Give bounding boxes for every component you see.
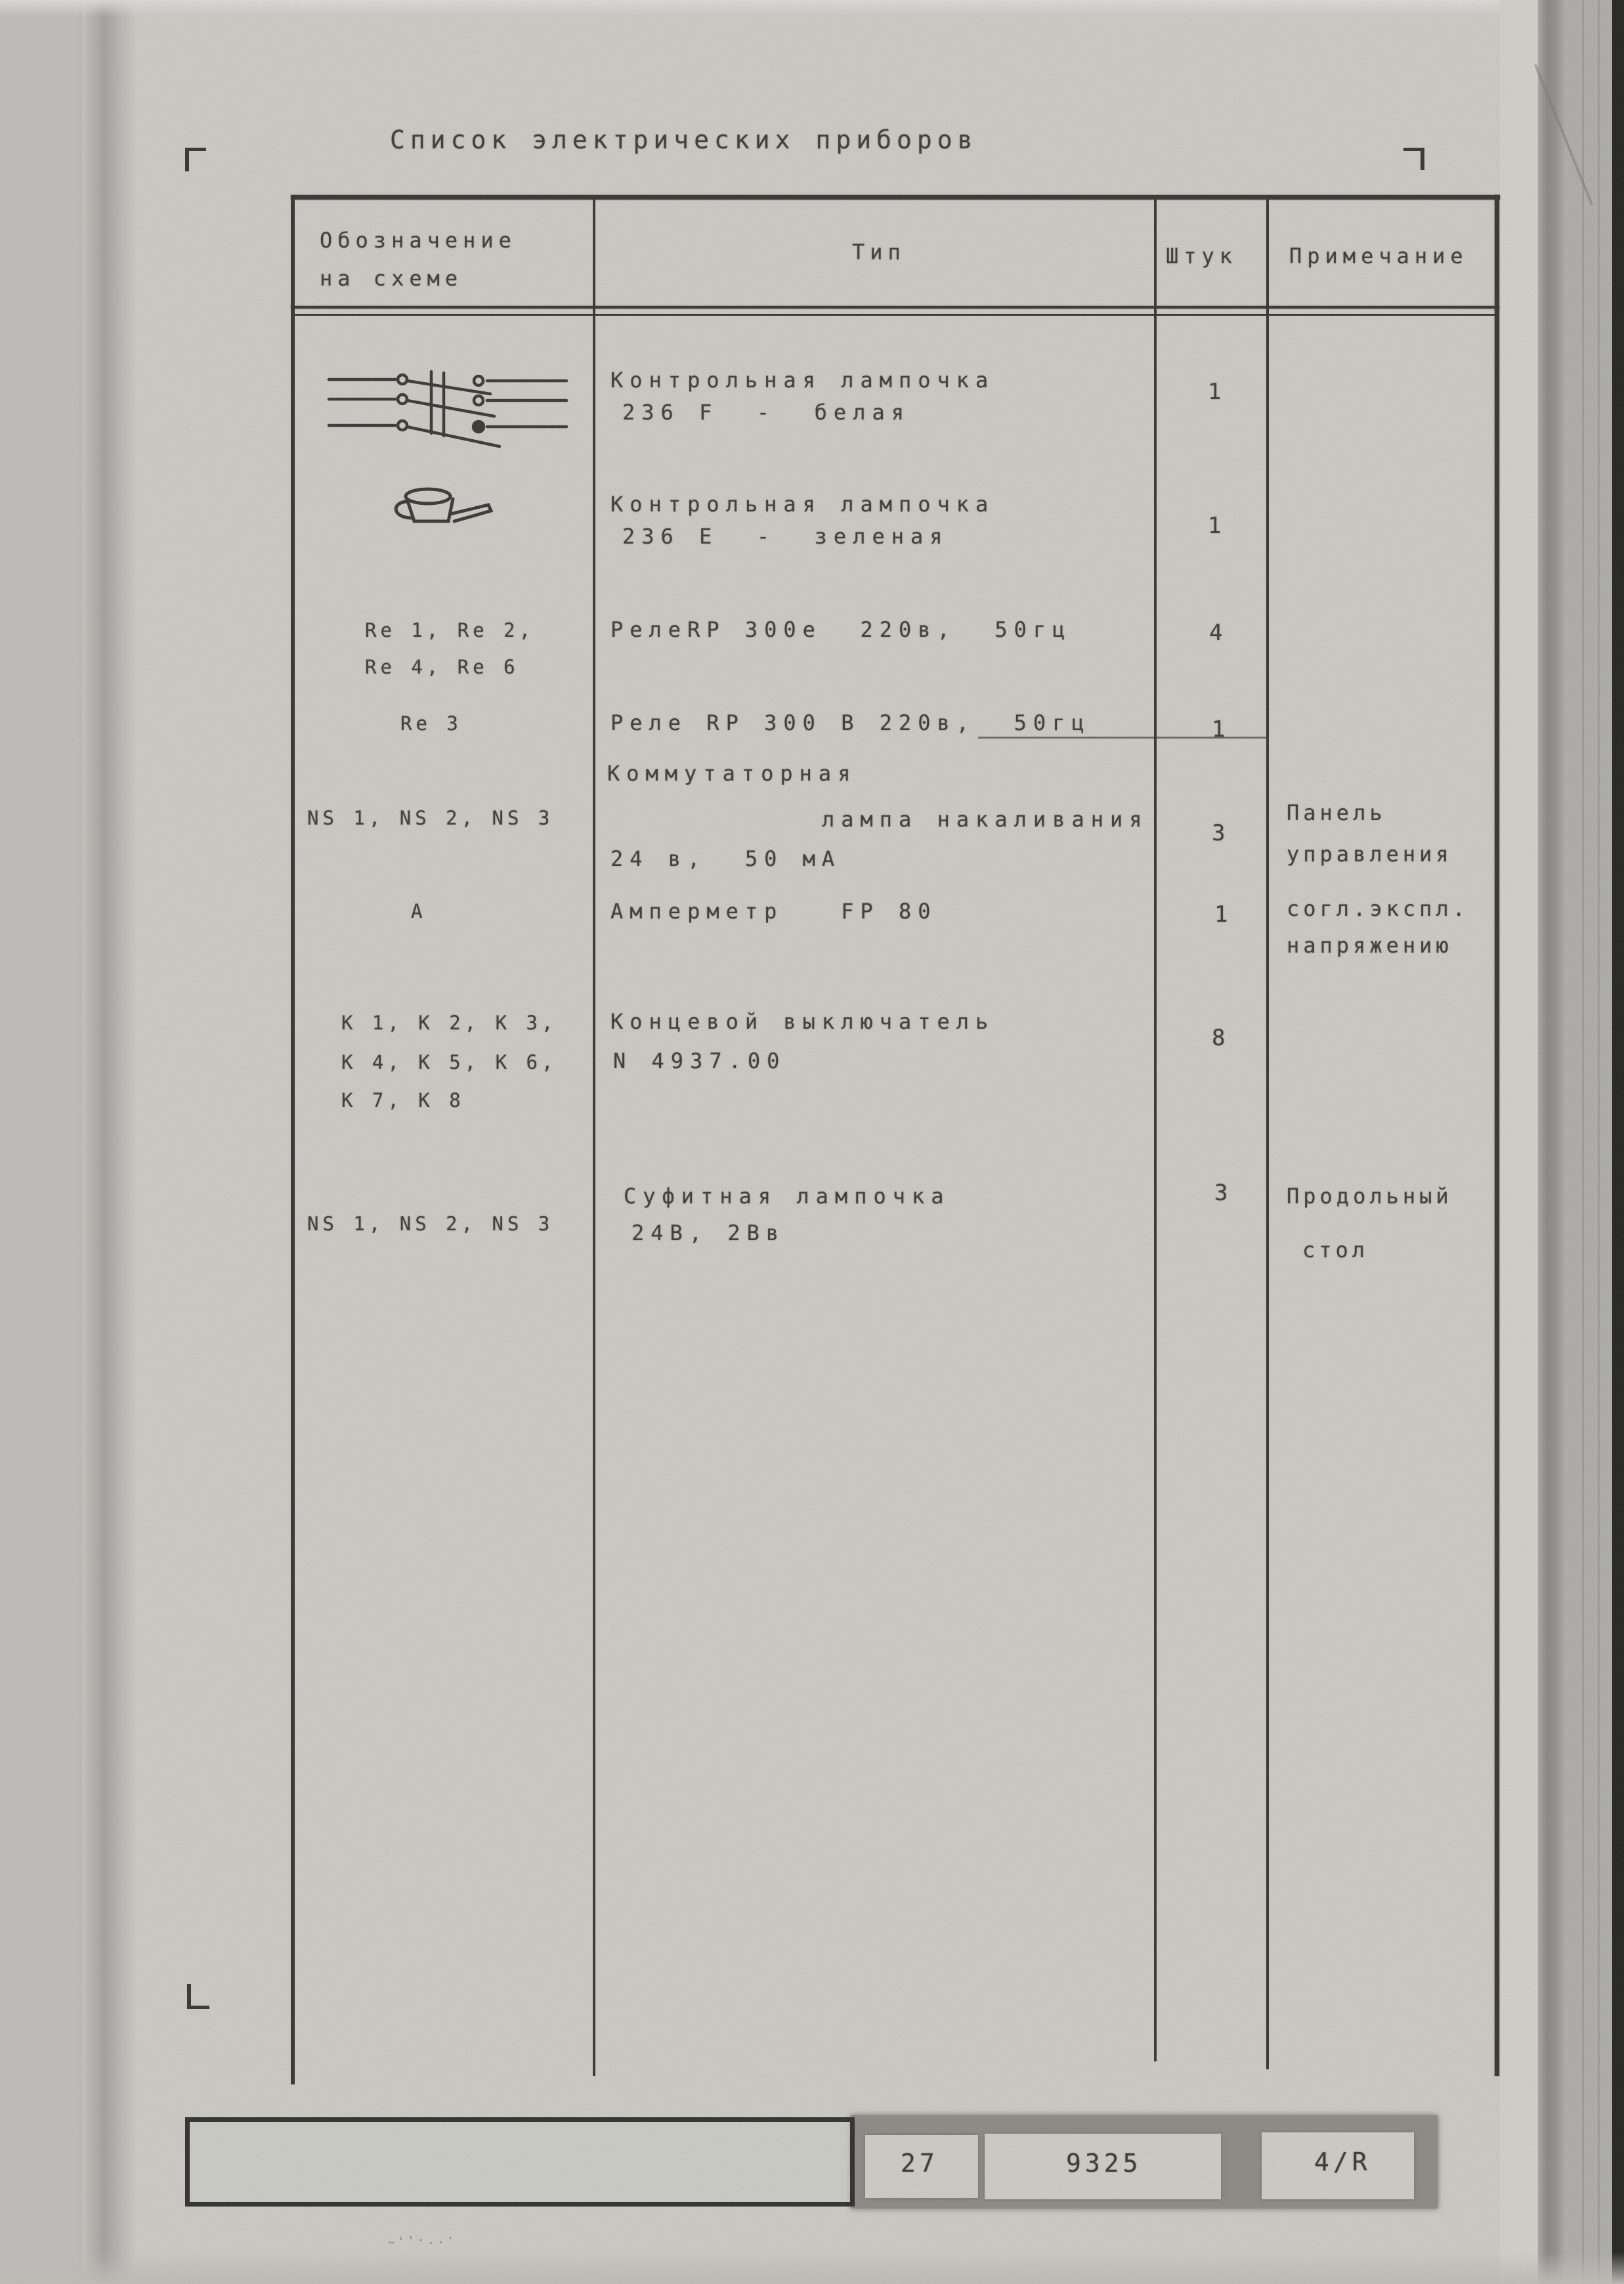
table-divider-designation-type — [593, 197, 595, 2076]
cell-qty: 1 — [1212, 716, 1227, 743]
cell-type: 24 в, 50 мА — [610, 846, 842, 871]
page-stack-edge — [1538, 0, 1617, 2284]
page-title: Список электрических приборов — [390, 125, 978, 154]
cell-type: Реле RP 300 B 220в, 50гц — [610, 710, 1091, 735]
corner-mark-top-left — [185, 148, 189, 171]
cell-note: напряжению — [1287, 933, 1453, 958]
cell-type: 236 Е - зеленая — [622, 524, 949, 549]
table-border-right — [1495, 195, 1499, 2076]
cell-qty: 8 — [1212, 1025, 1227, 1051]
cell-note: стол — [1302, 1238, 1369, 1262]
corner-mark-top-right — [1421, 148, 1424, 170]
cell-designation: А — [411, 900, 427, 922]
paper-crease — [1534, 64, 1593, 205]
binding-shadow — [1537, 0, 1566, 2284]
cell-note: согл.экспл. — [1287, 896, 1469, 921]
three-pole-switch-symbol — [326, 366, 570, 456]
cell-qty: 3 — [1212, 820, 1227, 846]
indicator-lamp-symbol — [398, 487, 496, 529]
cell-type: Концевой выключатель — [610, 1009, 995, 1034]
cell-designation: NS 1, NS 2, NS 3 — [307, 807, 554, 829]
scan-black-edge — [1612, 0, 1624, 2284]
cell-designation: К 7, К 8 — [341, 1089, 465, 1111]
header-separator-line — [291, 306, 1499, 309]
footer-number: 27 — [901, 2149, 939, 2178]
cell-type: 24В, 2Вв — [631, 1220, 786, 1245]
column-header-designation: на схеме — [320, 266, 463, 291]
footer-page-number: 4/R — [1314, 2147, 1371, 2176]
cell-designation: NS 1, NS 2, NS 3 — [307, 1213, 554, 1235]
cell-qty: 1 — [1208, 379, 1223, 405]
cell-designation: К 4, К 5, К 6, — [341, 1051, 557, 1073]
page-edge-highlight — [1500, 0, 1538, 2284]
column-header-note: Примечание — [1289, 244, 1468, 269]
cell-type: РелеRP 300е 220в, 50гц — [610, 617, 1072, 642]
column-header-designation: Обозначение — [320, 228, 517, 253]
table-divider-type-qty — [1154, 197, 1157, 2061]
page-edge-line — [1598, 0, 1600, 2284]
cell-qty: 3 — [1214, 1180, 1229, 1206]
cell-qty: 4 — [1209, 620, 1224, 646]
header-separator-line — [291, 314, 1499, 316]
scan-bottom-edge — [0, 2252, 1624, 2284]
table-border-top — [291, 195, 1500, 200]
paper-fold-shadow — [77, 0, 137, 2284]
scan-left-margin — [0, 0, 82, 2284]
cell-type: N 4937.00 — [613, 1048, 786, 1073]
corner-mark-bottom-left — [187, 2006, 209, 2009]
cell-type: Суфитная лампочка — [624, 1184, 951, 1209]
cell-type: Контрольная лампочка — [610, 492, 995, 517]
cell-qty: 1 — [1208, 513, 1223, 539]
cell-type: Амперметр FP 80 — [610, 899, 937, 924]
column-header-qty: Штук — [1166, 244, 1238, 269]
table-divider-qty-note — [1266, 197, 1269, 2069]
cell-designation: Re 3 — [400, 712, 462, 735]
cell-type: Коммутаторная — [607, 761, 857, 786]
cell-designation: Re 4, Re 6 — [365, 656, 519, 678]
table-border-left — [291, 195, 295, 2084]
scan-top-edge — [0, 0, 1624, 17]
cell-designation: Re 1, Re 2, — [365, 619, 535, 641]
cell-type: Контрольная лампочка — [610, 368, 995, 393]
footer-number: 9325 — [1066, 2149, 1142, 2178]
cell-note: управления — [1287, 842, 1453, 867]
cell-qty: 1 — [1214, 901, 1229, 928]
page-edge-line — [1582, 0, 1584, 2284]
cell-type: лампа накаливания — [822, 807, 1149, 832]
column-header-type: Тип — [852, 240, 906, 265]
cell-note: Панель — [1287, 800, 1386, 825]
pencil-smudge: ~''·..· — [387, 2230, 458, 2251]
cell-note: Продольный — [1287, 1184, 1453, 1209]
cell-designation: К 1, К 2, К 3, — [341, 1012, 557, 1034]
footer-empty-box — [185, 2117, 855, 2207]
cell-type: 236 F - белая — [622, 400, 910, 425]
